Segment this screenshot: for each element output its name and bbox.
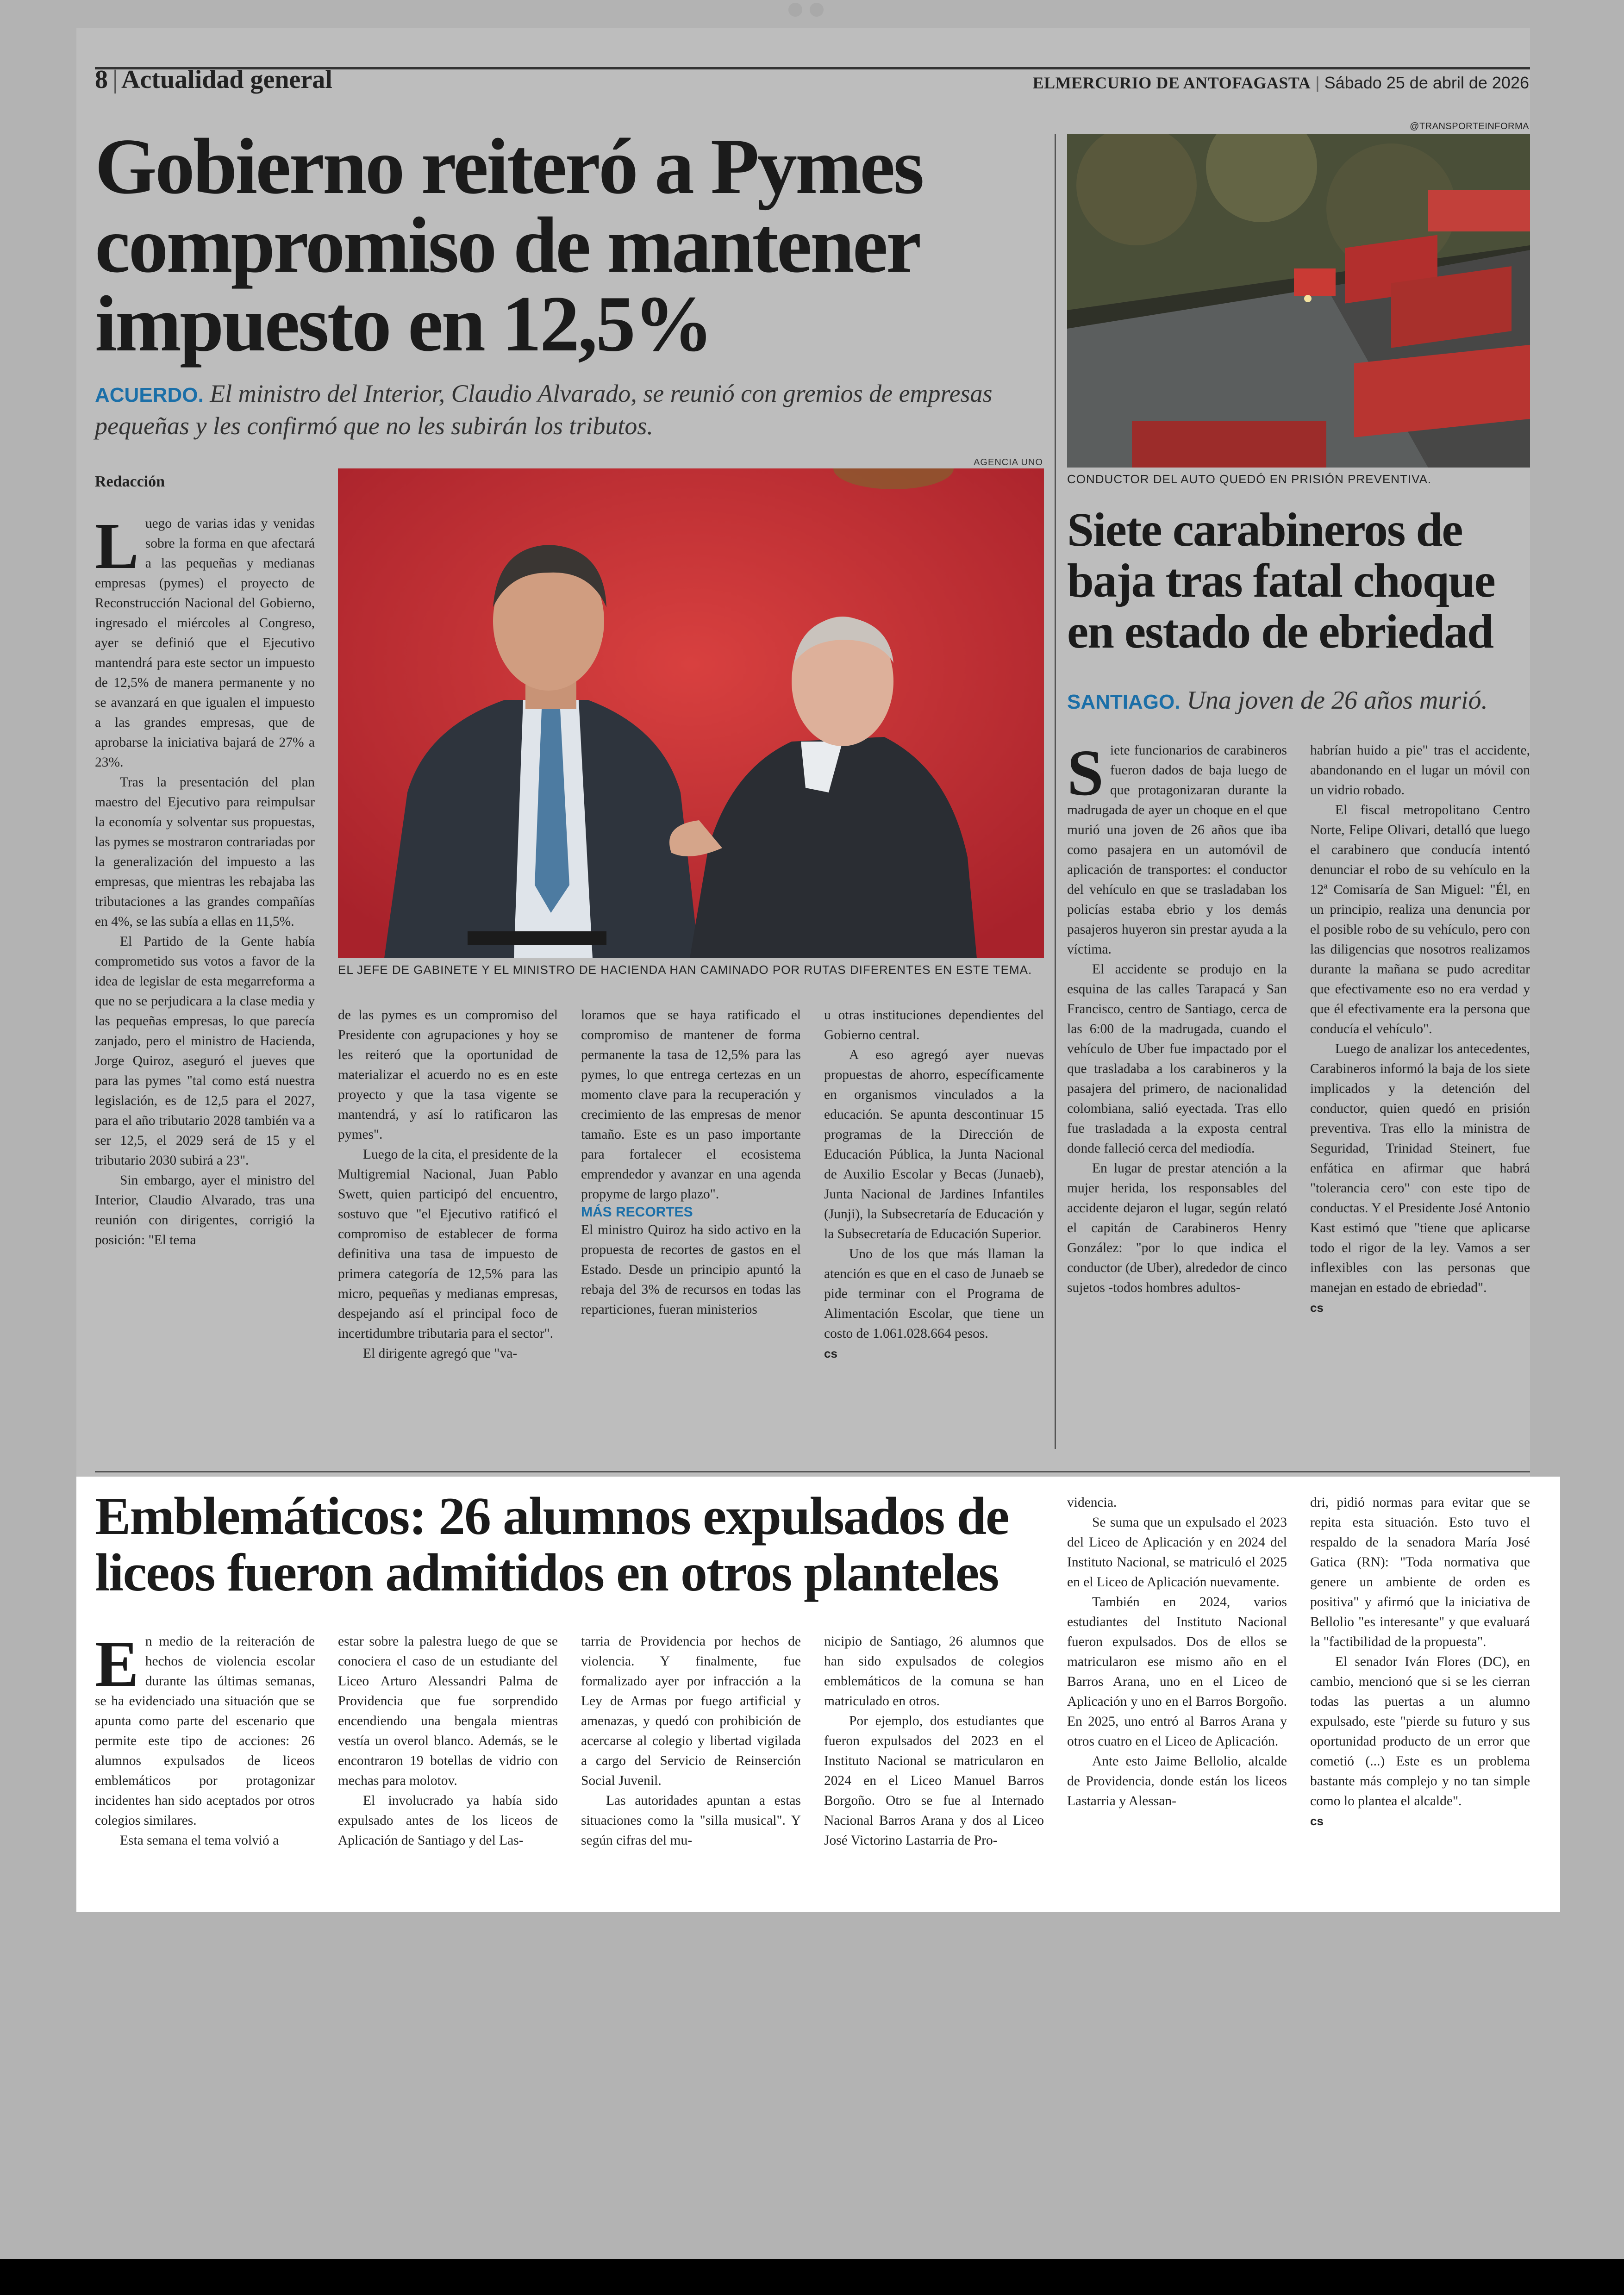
ministers-photo-illustration [338,468,1044,958]
side-deck-text: Una joven de 26 años murió. [1187,686,1488,715]
paragraph: El Partido de la Gente había comprometido sus votos a favor de la idea de legislar de esta megarreforma a que no se perjudicara a la clase media y las pequeñas empresas, lo que parecía zanjado, pero el ministro de Hacienda, Jorge Quiroz, aseguró el jueves que para las pymes "tal como está nuestra legislación, es de 12,5 para el 2027, para el año tributario 2028 también va a ser 12,5, el 2029 será de 15 y el tributario 2030 subirá a 23". [95,934,315,1168]
end-mark: cs [1310,1301,1324,1315]
main-kicker: ACUERDO. [95,384,204,406]
main-col-2 [338,1005,558,1364]
side-kicker: SANTIAGO. [1067,691,1181,713]
paragraph: Esta semana el tema volvió a [120,1833,279,1848]
bottom-col-5 [1067,1493,1287,1811]
end-mark: cs [1310,1814,1324,1828]
newspaper-name: ELMERCURIO DE ANTOFAGASTA [1032,74,1311,92]
paragraph: uego de varias idas y venidas sobre la forma en que afectará a las pequeñas y medianas empresas (pymes) el proyecto de Reconstrucción Nacional del Gobierno, ingresado el miércoles al Congreso, ayer se definió que el Ejecutivo mantendrá para este sector un impuesto de 12,5% de manera permanente y no se avanzará en que igualen el impuesto a las grandes empresas, que de aprobarse la iniciativa bajará de 27% a 23%. [95,516,315,770]
side-deck [1067,685,1530,716]
main-deck [95,377,1058,442]
paragraph: También en 2024, varios estudiantes del Instituto Nacional fueron expulsados. Dos de ellos se matricularon ese mismo año en el Barros Arana, uno en el Liceo de Aplicación y uno en el Barros Borgoño. En 2025, uno entró al Barros Arana y otros cuatro en el Liceo de Aplicación. [1067,1595,1287,1749]
paragraph: de las pymes es un compromiso del Presidente con agrupaciones y hoy se les reiteró que la oportunidad de materializar el acuerdo no es en este proyecto y que la tasa vigente se mantendrá, y así lo ratificaron las pymes". [338,1008,558,1142]
paragraph: iete funcionarios de carabineros fueron dados de baja luego de que protagonizaran durante la madrugada de ayer un choque en el que murió una joven de 26 años que iba como pasajera en un automóvil de aplicación de transportes: el conductor del vehículo en que se trasladaban los policías estaba ebrio y los demás pasajeros huyeron sin prestar ayuda a la víctima. [1067,743,1287,957]
side-col-1 [1067,736,1287,1298]
section-rule [95,1471,1530,1472]
paragraph: El involucrado ya había sido expulsado antes de los liceos de Aplicación de Santiago y del Las- [338,1793,558,1848]
paragraph: En lugar de prestar atención a la mujer herida, los responsables del accidente dejaron el lugar, según relató el capitán de Carabineros Henry González: "por lo que indica el conductor (de Uber), alrededor de cinco sujetos -todos hombres adultos- [1067,1161,1287,1295]
paragraph: Tras la presentación del plan maestro del Ejecutivo para reimpulsar la economía y solventar sus propuestas, las pymes se mostraron contrariadas por la generalización del impuesto a las empresas, que mientras les rebajaba las tributaciones a las grandes compañías en 4%, se las subía a ellas en 11,5%. [95,775,315,929]
page-dot-icon[interactable] [788,3,802,17]
paragraph: Las autoridades apuntan a estas situaciones como la "silla musical". Y según cifras del mu- [581,1793,801,1848]
main-photo-credit: AGENCIA UNO [974,457,1043,468]
main-col-3 [581,1005,801,1320]
main-deck-text: El ministro del Interior, Claudio Alvarado, se reunió con gremios de empresas pequeñas y les confirmó que no les subirán los tributos. [95,380,993,440]
paragraph: Por ejemplo, dos estudiantes que fueron expulsados del 2023 en el Instituto Nacional se matricularon en 2024 en el Liceo Manuel Barros Borgoño. Otro se fue al Internado Nacional Barros Arana y dos al Liceo José Victorino Lastarria de Pro- [824,1714,1044,1848]
side-photo [1067,134,1530,468]
byline: Redacción [95,473,165,490]
side-photo-caption: CONDUCTOR DEL AUTO QUEDÓ EN PRISIÓN PREVENTIVA. [1067,472,1432,486]
paragraph: n medio de la reiteración de hechos de violencia escolar durante las últimas semanas, se ha evidenciado una situación que se apunta como parte del escenario que permite este tipo de acciones: 26 alumnos expulsados de liceos emblemáticos por protagonizar incidentes han sido aceptados por otros colegios similares. [95,1634,315,1828]
page-dot-icon[interactable] [810,3,824,17]
end-mark: cs [824,1347,837,1360]
paragraph: Se suma que un expulsado el 2023 del Liceo de Aplicación y en 2024 del Instituto Nacional, se matriculó el 2025 en el Liceo de Aplicación nuevamente. [1067,1515,1287,1590]
paragraph: dri, pidió normas para evitar que se repita esta situación. Esto tuvo el respaldo de la senadora María José Gatica (RN): "Toda normativa que genere un ambiente de orden es positiva" y afirmó que la iniciativa de Bellolio "es interesante" y que evaluará la "factibilidad de la propuesta". [1310,1495,1530,1649]
column-rule [1055,134,1056,1449]
paragraph: habrían huido a pie" tras el accidente, abandonando en el lugar un móvil con un vidrio robado. [1310,743,1530,798]
paragraph: estar sobre la palestra luego de que se conociera el caso de un estudiante del Liceo Arturo Alessandri Palma de Providencia que fue sorprendido encendiendo una bengala mientras vestía un overol blanco. Además, se le encontraron 19 botellas de vidrio con mechas para molotov. [338,1634,558,1788]
main-photo-caption: EL JEFE DE GABINETE Y EL MINISTRO DE HACIENDA HAN CAMINADO POR RUTAS DIFERENTES EN ESTE TEMA. [338,963,1032,977]
paragraph: Luego de la cita, el presidente de la Multigremial Nacional, Juan Pablo Swett, quien participó del encuentro, sostuvo que "el Ejecutivo ratificó el compromiso de establecer de forma definitiva una tasa de impuesto de primera categoría de 12,5% para las micro, pequeñas y medianas empresas, despejando así el principal foco de incertidumbre tributaria para el sector". [338,1147,558,1341]
header-divider: | [112,65,118,94]
side-col-2 [1310,741,1530,1318]
bottom-col-3 [581,1632,801,1851]
bottom-col-1 [95,1627,315,1851]
side-photo-credit: @TRANSPORTEINFORMA [1410,121,1529,131]
paragraph: A eso agregó ayer nuevas propuestas de ahorro, específicamente en organismos vinculados a la educación. Se apunta descontinuar 15 programas de la Dirección de Educación Pública, la Junta Nacional de Auxilio Escolar y Becas (Junaeb), Junta Nacional de Jardines Infantiles (Junji), la Subsecretaría de Educación y la Subsecretaría de Educación Superior. [824,1048,1044,1241]
dropcap: S [1067,736,1104,809]
paragraph: u otras instituciones dependientes del Gobierno central. [824,1008,1044,1042]
bottom-headline: Emblemáticos: 26 alumnos expulsados de liceos fueron admitidos en otros planteles [95,1487,1009,1603]
side-headline: Siete carabineros de baja tras fatal choque en estado de ebriedad [1067,503,1495,658]
paragraph: El senador Iván Flores (DC), en cambio, mencionó que si se les cierran todas las puertas a un alumno expulsado, este "pierde su futuro y sus oportunidad producto de un error que cometió (...) Este es un problema bastante más complejo y no tan simple como lo plantea el alcalde". [1310,1654,1530,1809]
issue-date: Sábado 25 de abril de 2026 [1324,73,1529,92]
main-col-4 [824,1005,1044,1364]
paragraph: El dirigente agregó que "va- [363,1346,518,1361]
paragraph: videncia. [1067,1495,1117,1510]
dropcap: L [95,509,139,582]
bottom-col-2 [338,1632,558,1851]
paragraph: El accidente se produjo en la esquina de las calles Tarapacá y San Francisco, centro de Santiago, cerca de las 6:00 de la madrugada, cuando el vehículo de Uber fue impactado por el que trasladaba a los carabineros y la pasajera del primero, de nacionalidad colombiana, salió eyectada. Tras ello fue trasladada a la exposta central donde falleció cerca del mediodía. [1067,962,1287,1156]
paragraph: Uno de los que más llaman la atención es que en el caso de Junaeb se pide terminar con el Programa de Alimentación Escolar, que tiene un costo de 1.061.028.664 pesos. [824,1247,1044,1341]
paragraph: tarria de Providencia por hechos de violencia. Y finalmente, fue formalizado ayer por infracción a la Ley de Armas por fuego artificial y amenazas, y quedó con prohibición de acercarse al colegio y libertad vigilada a cargo del Servicio de Reinserción Social Juvenil. [581,1634,801,1788]
paragraph: Luego de analizar los antecedentes, Carabineros informó la baja de los siete implicados y la detención del conductor, quien quedó en prisión preventiva. Tras ello la ministra de Seguridad, Trinidad Steinert, fue enfática en afirmar que habrá "tolerancia cero" con este tipo de conductas. Y el Presidente José Antonio Kast estimó que "tiene que aplicarse todo el rigor de la ley. Vamos a ser inflexibles con las personas que manejan en estado de ebriedad". [1310,1041,1530,1295]
paragraph: El ministro Quiroz ha sido activo en la propuesta de recortes de gastos en el Estado. Desde un principio apuntó la rebaja del 3% de recursos en todas las reparticiones, fueran ministerios [581,1222,801,1317]
main-col-1 [95,509,315,1250]
main-headline: Gobierno reiteró a Pymes compromiso de mantener impuesto en 12,5% [95,123,923,368]
main-photo [338,468,1044,958]
section-title: Actualidad general [121,65,332,94]
masthead [1033,73,1529,93]
paragraph: loramos que se haya ratificado el compromiso de mantener de forma permanente la tasa de 12,5% para las pymes, lo que entrega certezas en un momento clave para la recuperación y crecimiento de las empresas de menor tamaño. Este es un paso importante para fortalecer el ecosistema emprendedor y avanzar en una agenda propyme de largo plazo". [581,1008,801,1202]
viewer-bottom-bar [0,2259,1624,2295]
masthead-divider: | [1315,73,1324,92]
bottom-col-6 [1310,1493,1530,1831]
page-number: 8 [95,65,108,94]
subheading: MÁS RECORTES [581,1204,693,1220]
bottom-col-4 [824,1632,1044,1851]
paragraph: Ante esto Jaime Bellolio, alcalde de Providencia, donde están los liceos Lastarria y Alessan- [1067,1754,1287,1809]
bus-depot-photo-illustration [1067,134,1530,468]
viewer-page-indicator[interactable] [785,3,836,17]
dropcap: E [95,1627,139,1700]
paragraph: Sin embargo, ayer el ministro del Interior, Claudio Alvarado, tras una reunión con dirigentes, corrigió la posición: "El tema [95,1173,315,1247]
paragraph: nicipio de Santiago, 26 alumnos que han sido expulsados de colegios emblemáticos de la comuna se han matriculado en otros. [824,1634,1044,1709]
paragraph: El fiscal metropolitano Centro Norte, Felipe Olivari, detalló que luego el carabinero que conducía intentó denunciar el robo de su vehículo en la 12ª Comisaría de San Miguel: "Él, en un principio, realiza una denuncia por el posible robo de su vehículo, pero con las diligencias que nosotros realizamos durante la mañana se pudo acreditar que efectivamente eso no era verdad y que él efectivamente era la persona que conducía el vehículo". [1310,803,1530,1036]
